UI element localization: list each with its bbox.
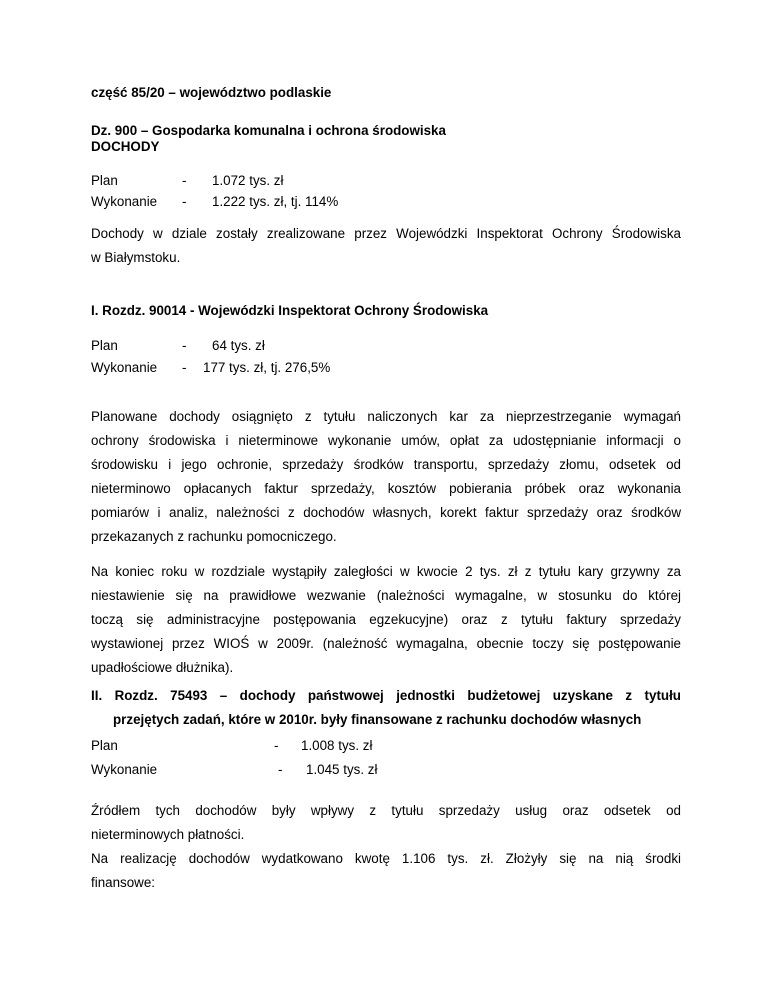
text-line: Dochody w dziale zostały zrealizowane przez Wojewódzki Inspektorat Ochrony Środowiska [91, 226, 681, 241]
ch90014-exec-value: 177 tys. zł, tj. 276,5% [203, 360, 331, 375]
ch75493-paragraph-2 [91, 847, 681, 895]
ch75493-paragraph-1 [91, 799, 681, 847]
chapter-90014-title: I. Rozdz. 90014 - Wojewódzki Inspektorat Ochrony Środowiska [91, 303, 489, 318]
text-line: środowisku i jego ochronie, sprzedaży środków transportu, sprzedaży złomu, odsetek od [91, 457, 681, 472]
text-line: Planowane dochody osiągnięto z tytułu naliczonych kar za nieprzestrzeganie wymagań [91, 409, 681, 424]
ch75493-exec-dash: - [278, 762, 283, 777]
text-line: nieterminowo opłacanych faktur sprzedaży, kosztów pobierania próbek oraz wykonania [91, 481, 681, 496]
dz900-plan-dash: - [182, 173, 187, 188]
ch75493-exec-value: 1.045 tys. zł [306, 762, 378, 777]
ch75493-plan-value: 1.008 tys. zł [301, 738, 373, 753]
dz900-plan-label: Plan [91, 173, 118, 188]
text-line: Na realizację dochodów wydatkowano kwotę 1.106 tys. zł. Złożyły się na nią środki [91, 851, 681, 866]
text-line: pomiarów i analiz, należności z dochodów własnych, korekt faktur sprzedaży oraz środków [91, 505, 681, 520]
ch90014-plan-dash: - [182, 338, 187, 353]
division-subtitle: DOCHODY [91, 139, 160, 154]
text-line: II. Rozdz. 75493 – dochody państwowej jednostki budżetowej uzyskane z tytułu [91, 688, 681, 703]
text-line: toczą się administracyjne postępowania egzekucyjne) oraz z tytułu faktury sprzedaży [91, 612, 681, 627]
text-line: Na koniec roku w rozdziale wystąpiły zaległości w kwocie 2 tys. zł z tytułu kary grzywny za [91, 564, 681, 579]
ch90014-exec-dash: - [182, 360, 187, 375]
ch90014-plan-value: 64 tys. zł [212, 338, 265, 353]
ch75493-exec-label: Wykonanie [91, 762, 158, 777]
dz900-exec-value: 1.222 tys. zł, tj. 114% [212, 194, 339, 209]
chapter-75493-title-continued: przejętych zadań, które w 2010r. były finansowane z rachunku dochodów własnych [113, 712, 642, 727]
text-line: w Białymstoku. [91, 250, 181, 265]
ch90014-plan-label: Plan [91, 338, 118, 353]
dz900-exec-label: Wykonanie [91, 194, 158, 209]
ch90014-paragraph-1 [91, 405, 681, 549]
text-line: przekazanych z rachunku pomocniczego. [91, 529, 337, 544]
text-line: upadłościowe dłużnika). [91, 660, 234, 675]
dz900-exec-dash: - [182, 194, 187, 209]
text-line: wystawionej przez WIOŚ w 2009r. (należność wymagalna, obecnie toczy się postępowanie [91, 636, 681, 651]
ch75493-plan-dash: - [274, 738, 279, 753]
division-title: Dz. 900 – Gospodarka komunalna i ochrona środowiska [91, 123, 446, 138]
dz900-description [91, 222, 681, 270]
text-line: niestawienie się na prawidłowe wezwanie (należności wymagalne, w stosunku do której [91, 588, 681, 603]
ch90014-paragraph-2 [91, 560, 681, 680]
ch75493-plan-label: Plan [91, 738, 118, 753]
text-line: Źródłem tych dochodów były wpływy z tytułu sprzedaży usług oraz odsetek od [91, 803, 681, 818]
text-line: finansowe: [91, 875, 156, 890]
part-heading: część 85/20 – województwo podlaskie [91, 85, 332, 100]
ch90014-exec-label: Wykonanie [91, 360, 158, 375]
text-line: nieterminowych płatności. [91, 827, 245, 842]
chapter-75493-title [91, 684, 681, 708]
text-line: ochrony środowiska i nieterminowe wykonanie umów, opłat za udostępnianie informacji o [91, 433, 681, 448]
dz900-plan-value: 1.072 tys. zł [212, 173, 284, 188]
